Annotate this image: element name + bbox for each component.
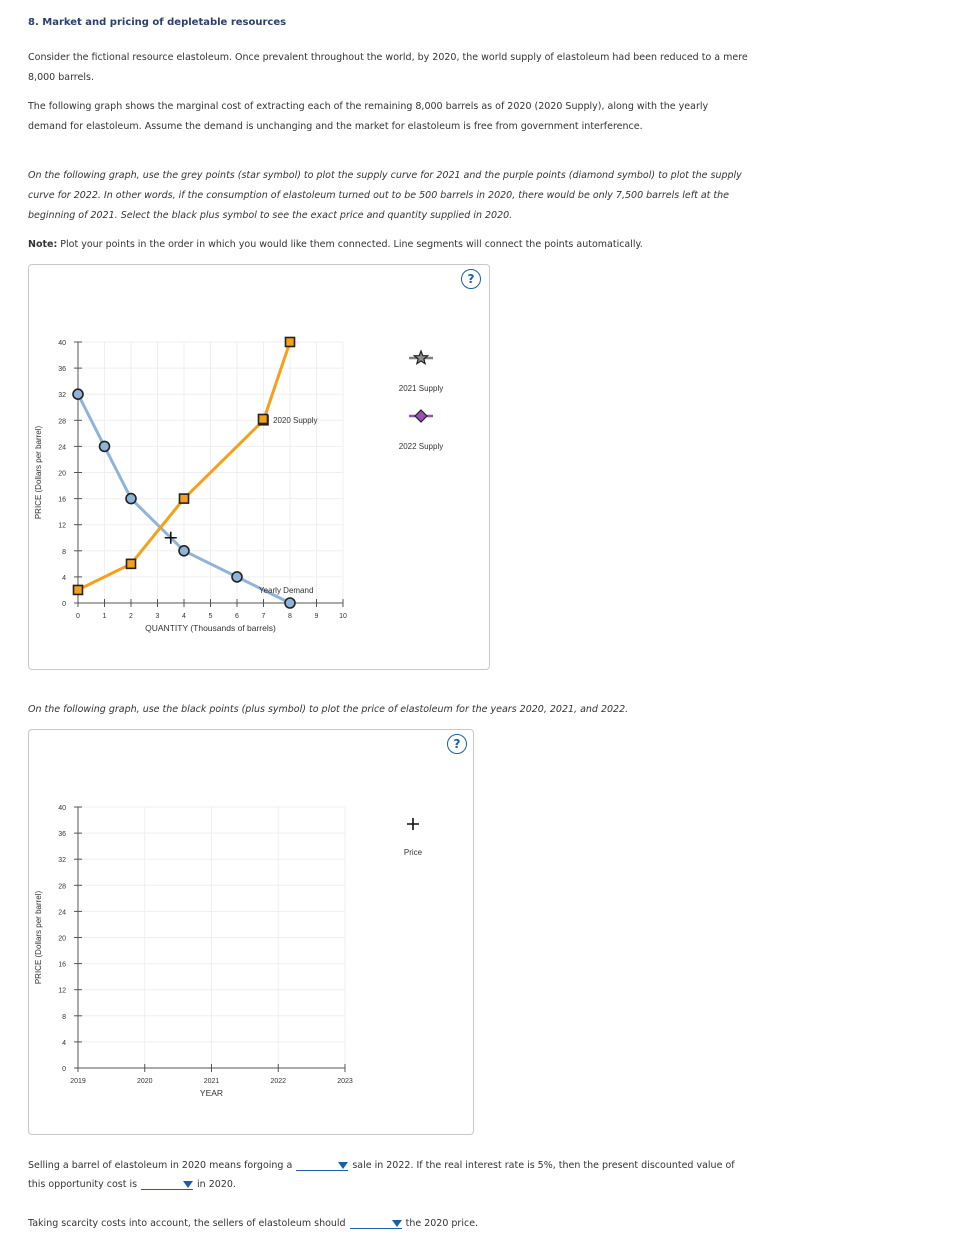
graph-panel-1	[28, 264, 490, 670]
dropdown-arrow-icon	[338, 1162, 348, 1169]
forgone-sale-dropdown[interactable]	[296, 1158, 348, 1171]
x-tick-label: 9	[314, 613, 319, 620]
diamond-icon	[415, 410, 427, 422]
y-axis-label: PRICE (Dollars per barrel)	[34, 890, 43, 985]
x-tick-label: 2023	[337, 1078, 353, 1085]
sentence-1-part-a: Selling a barrel of elastoleum in 2020 means forgoing a	[28, 1160, 293, 1171]
x-tick-label: 2021	[203, 1078, 220, 1085]
y-axis-label: PRICE (Dollars per barrel)	[34, 425, 43, 520]
instr-line-2: curve for 2022. In other words, if the consumption of elastoleum turned out to be 500 barrels in 2020, there would be only 7,500 barrels left at the	[28, 190, 729, 201]
y-tick-label: 12	[58, 987, 66, 995]
dropdown-arrow-icon	[183, 1181, 193, 1188]
question-title: 8. Market and pricing of depletable resources	[28, 17, 287, 28]
y-tick-label: 40	[58, 805, 66, 812]
demand-point	[126, 494, 136, 504]
y-tick-label: 0	[62, 1066, 66, 1073]
y-tick-label: 16	[58, 496, 66, 504]
x-tick-label: 2020	[136, 1078, 153, 1085]
supply-2020-point	[286, 338, 295, 347]
graph-desc-line-1: The following graph shows the marginal cost of extracting each of the remaining 8,000 barrels as of 2020 (2020 Supply), along with the yearly	[28, 101, 709, 112]
legend-2022-supply: 2022 Supply	[398, 442, 444, 451]
y-tick-label: 36	[58, 831, 66, 839]
demand-point	[232, 572, 242, 582]
sentence-1-part-b: sale in 2022. If the real interest rate is 5%, then the present discounted value of	[352, 1160, 735, 1171]
price-plus-icon	[407, 818, 419, 830]
demand-point	[285, 598, 295, 608]
y-tick-label: 24	[58, 909, 66, 917]
x-tick-label: 6	[235, 613, 239, 620]
sentence-1-cont	[28, 1177, 236, 1190]
y-tick-label: 28	[58, 883, 66, 891]
demand-point	[100, 441, 110, 451]
y-tick-label: 24	[58, 444, 66, 452]
x-tick-label: 2019	[70, 1078, 86, 1085]
x-tick-label: 2	[129, 613, 133, 620]
instructions-2: On the following graph, use the black points (plus symbol) to plot the price of elastoleum for the years 2020, 2021, and 2022.	[28, 704, 629, 715]
supply-2020-point	[74, 585, 83, 594]
graph-panel-2	[28, 729, 474, 1135]
intro-line-2: 8,000 barrels.	[28, 72, 94, 83]
y-tick-label: 0	[62, 601, 66, 608]
legend-2021-supply: 2021 Supply	[398, 384, 444, 393]
x-tick-label: 4	[182, 613, 186, 620]
instructions	[28, 166, 788, 226]
y-tick-label: 12	[58, 522, 66, 530]
y-tick-label: 36	[58, 366, 66, 374]
dropdown-arrow-icon	[392, 1220, 402, 1227]
intro-paragraph	[28, 48, 788, 88]
y-tick-label: 4	[62, 574, 66, 582]
instr-line-1: On the following graph, use the grey points (star symbol) to plot the supply curve for 2021 and the purple points (diamond symbol) to plot the supply	[28, 170, 742, 181]
x-tick-label: 5	[208, 613, 213, 620]
intro-line-1: Consider the fictional resource elastoleum. Once prevalent throughout the world, by 2020, the world supply of elastoleum had been reduced to a mere	[28, 52, 748, 63]
x-tick-label: 10	[339, 613, 347, 620]
instr-line-3: beginning of 2021. Select the black plus symbol to see the exact price and quantity supplied in 2020.	[28, 210, 513, 221]
y-tick-label: 8	[62, 1013, 66, 1021]
sentence-2	[28, 1216, 478, 1229]
y-tick-label: 4	[62, 1039, 66, 1047]
x-axis-label: YEAR	[199, 1088, 224, 1098]
sentence-1-part-c: this opportunity cost is	[28, 1179, 138, 1190]
price-decision-dropdown[interactable]	[350, 1216, 402, 1229]
y-tick-label: 20	[58, 935, 66, 943]
help-icon[interactable]: ?	[461, 269, 481, 289]
y-tick-label: 32	[58, 857, 66, 865]
note-label: Note:	[28, 239, 58, 250]
demand-point	[73, 389, 83, 399]
y-tick-label: 16	[58, 961, 66, 969]
x-tick-label: 3	[155, 613, 160, 620]
x-tick-label: 2022	[270, 1078, 287, 1085]
x-tick-label: 7	[261, 613, 266, 620]
legend-price: Price	[403, 848, 423, 857]
supply-2020-label-marker	[259, 415, 268, 424]
x-tick-label: 8	[288, 613, 292, 620]
graph-desc-line-2: demand for elastoleum. Assume the demand is unchanging and the market for elastoleum is free from government interference.	[28, 121, 643, 132]
supply-2020-label: 2020 Supply	[273, 416, 318, 425]
sentence-1-part-d: in 2020.	[197, 1179, 236, 1190]
note	[28, 235, 788, 255]
supply-demand-chart[interactable]	[29, 265, 489, 669]
pdv-dropdown[interactable]	[141, 1177, 193, 1190]
x-tick-label: 0	[76, 613, 80, 620]
x-tick-label: 1	[102, 613, 107, 620]
star-icon	[414, 351, 427, 364]
y-tick-label: 28	[58, 418, 66, 426]
y-tick-label: 40	[58, 340, 66, 347]
graph-description	[28, 97, 788, 137]
help-icon[interactable]: ?	[447, 734, 467, 754]
sentence-2-part-b: the 2020 price.	[405, 1218, 479, 1229]
sentence-1	[28, 1158, 735, 1171]
demand-point	[179, 546, 189, 556]
price-year-chart[interactable]	[29, 730, 473, 1134]
supply-2020-point	[180, 494, 189, 503]
y-tick-label: 20	[58, 470, 66, 478]
y-tick-label: 8	[62, 548, 66, 556]
sentence-2-part-a: Taking scarcity costs into account, the sellers of elastoleum should	[28, 1218, 346, 1229]
note-text: Plot your points in the order in which you would like them connected. Line segments will connect the points automatically.	[57, 239, 643, 250]
supply-2020-point	[127, 559, 136, 568]
y-tick-label: 32	[58, 392, 66, 400]
x-axis-label: QUANTITY (Thousands of barrels)	[145, 623, 276, 633]
demand-label: Yearly Demand	[259, 586, 314, 595]
